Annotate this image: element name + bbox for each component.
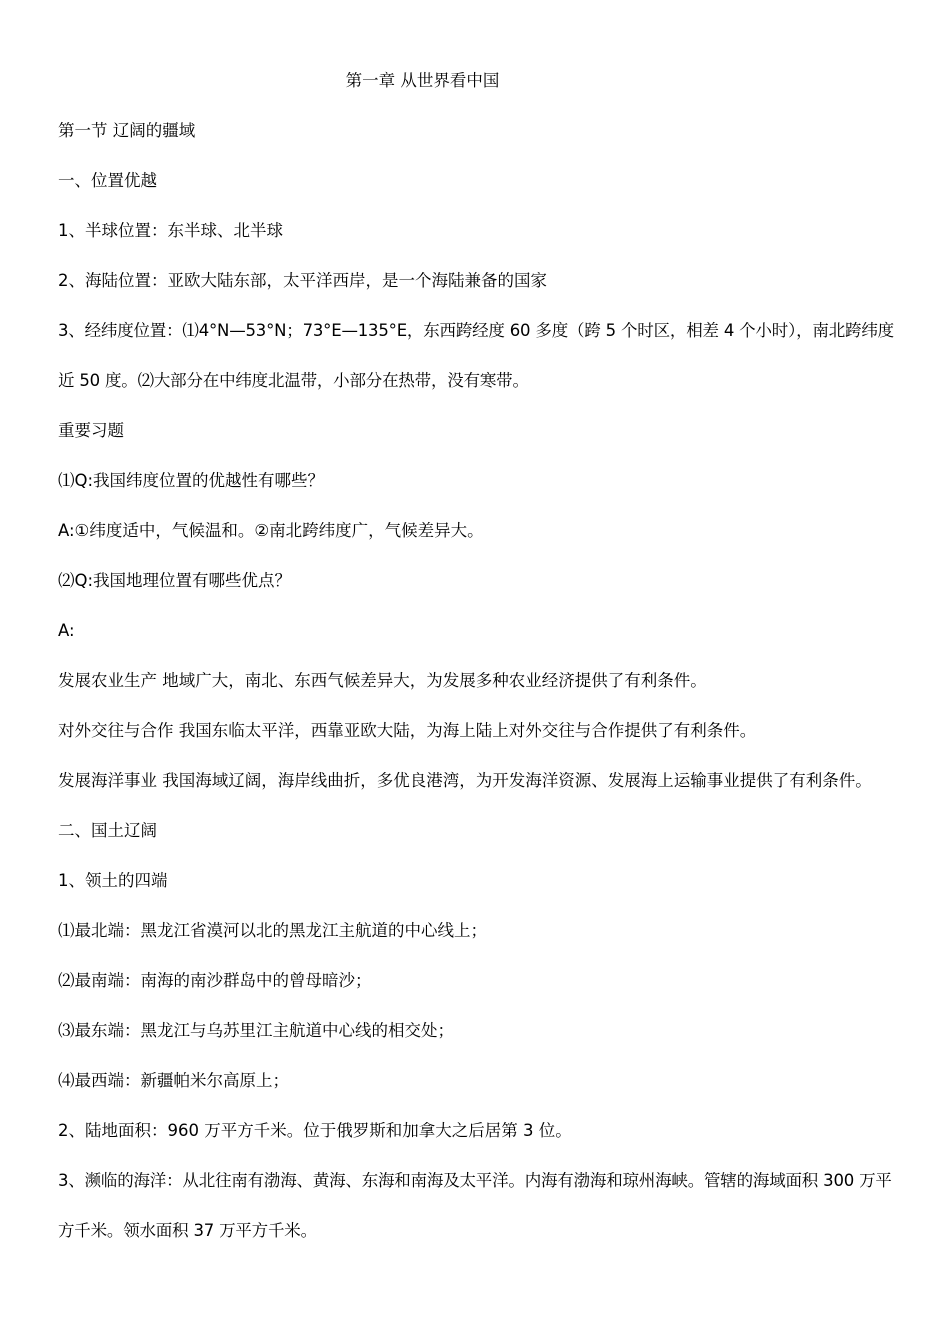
subsection-heading: 二、国土辽阔 — [58, 821, 157, 840]
question: ⑵Q:我国地理位置有哪些优点？ — [58, 571, 292, 590]
list-item: ⑴最北端：黑龙江省漠河以北的黑龙江主航道的中心线上； — [58, 921, 487, 940]
paragraph: 对外交往与合作 我国东临太平洋，西靠亚欧大陆，为海上陆上对外交往与合作提供了有利条件。 — [58, 721, 757, 740]
paragraph: 3、濒临的海洋：从北往南有渤海、黄海、东海和南海及太平洋。内海有渤海和琼州海峡。管辖的海域面积 300 万平方千米。领水面积 37 万平方千米。 — [58, 1171, 892, 1240]
subsection-heading: 一、位置优越 — [58, 171, 157, 190]
paragraph: 2、陆地面积：960 万平方千米。位于俄罗斯和加拿大之后居第 3 位。 — [58, 1121, 572, 1140]
paragraph: 2、海陆位置：亚欧大陆东部，太平洋西岸，是一个海陆兼备的国家 — [58, 271, 547, 290]
paragraph: 发展农业生产 地域广大，南北、东西气候差异大，为发展多种农业经济提供了有利条件。 — [58, 671, 707, 690]
chapter-title: 第一章 从世界看中国 — [345, 71, 500, 90]
section-heading: 第一节 辽阔的疆域 — [58, 121, 196, 140]
answer: A: — [58, 621, 75, 640]
paragraph: 1、半球位置：东半球、北半球 — [58, 221, 283, 240]
answer: A:①纬度适中，气候温和。②南北跨纬度广，气候差异大。 — [58, 521, 484, 540]
paragraph: 1、领土的四端 — [58, 871, 168, 890]
document-body — [58, 120, 898, 1270]
list-item: ⑵最南端：南海的南沙群岛中的曾母暗沙； — [58, 971, 372, 990]
list-item: ⑷最西端：新疆帕米尔高原上； — [58, 1071, 289, 1090]
paragraph: 3、经纬度位置：⑴4°N—53°N；73°E—135°E，东西跨经度 60 多度（跨 5 个时区，相差 4 个小时），南北跨纬度近 50 度。⑵大部分在中纬度北温带，小部分在热带，没有寒带。 — [58, 321, 894, 390]
exercise-heading: 重要习题 — [58, 421, 124, 440]
question: ⑴Q:我国纬度位置的优越性有哪些？ — [58, 471, 325, 490]
paragraph: 发展海洋事业 我国海域辽阔，海岸线曲折，多优良港湾，为开发海洋资源、发展海上运输事业提供了有利条件。 — [58, 771, 872, 790]
list-item: ⑶最东端：黑龙江与乌苏里江主航道中心线的相交处； — [58, 1021, 454, 1040]
